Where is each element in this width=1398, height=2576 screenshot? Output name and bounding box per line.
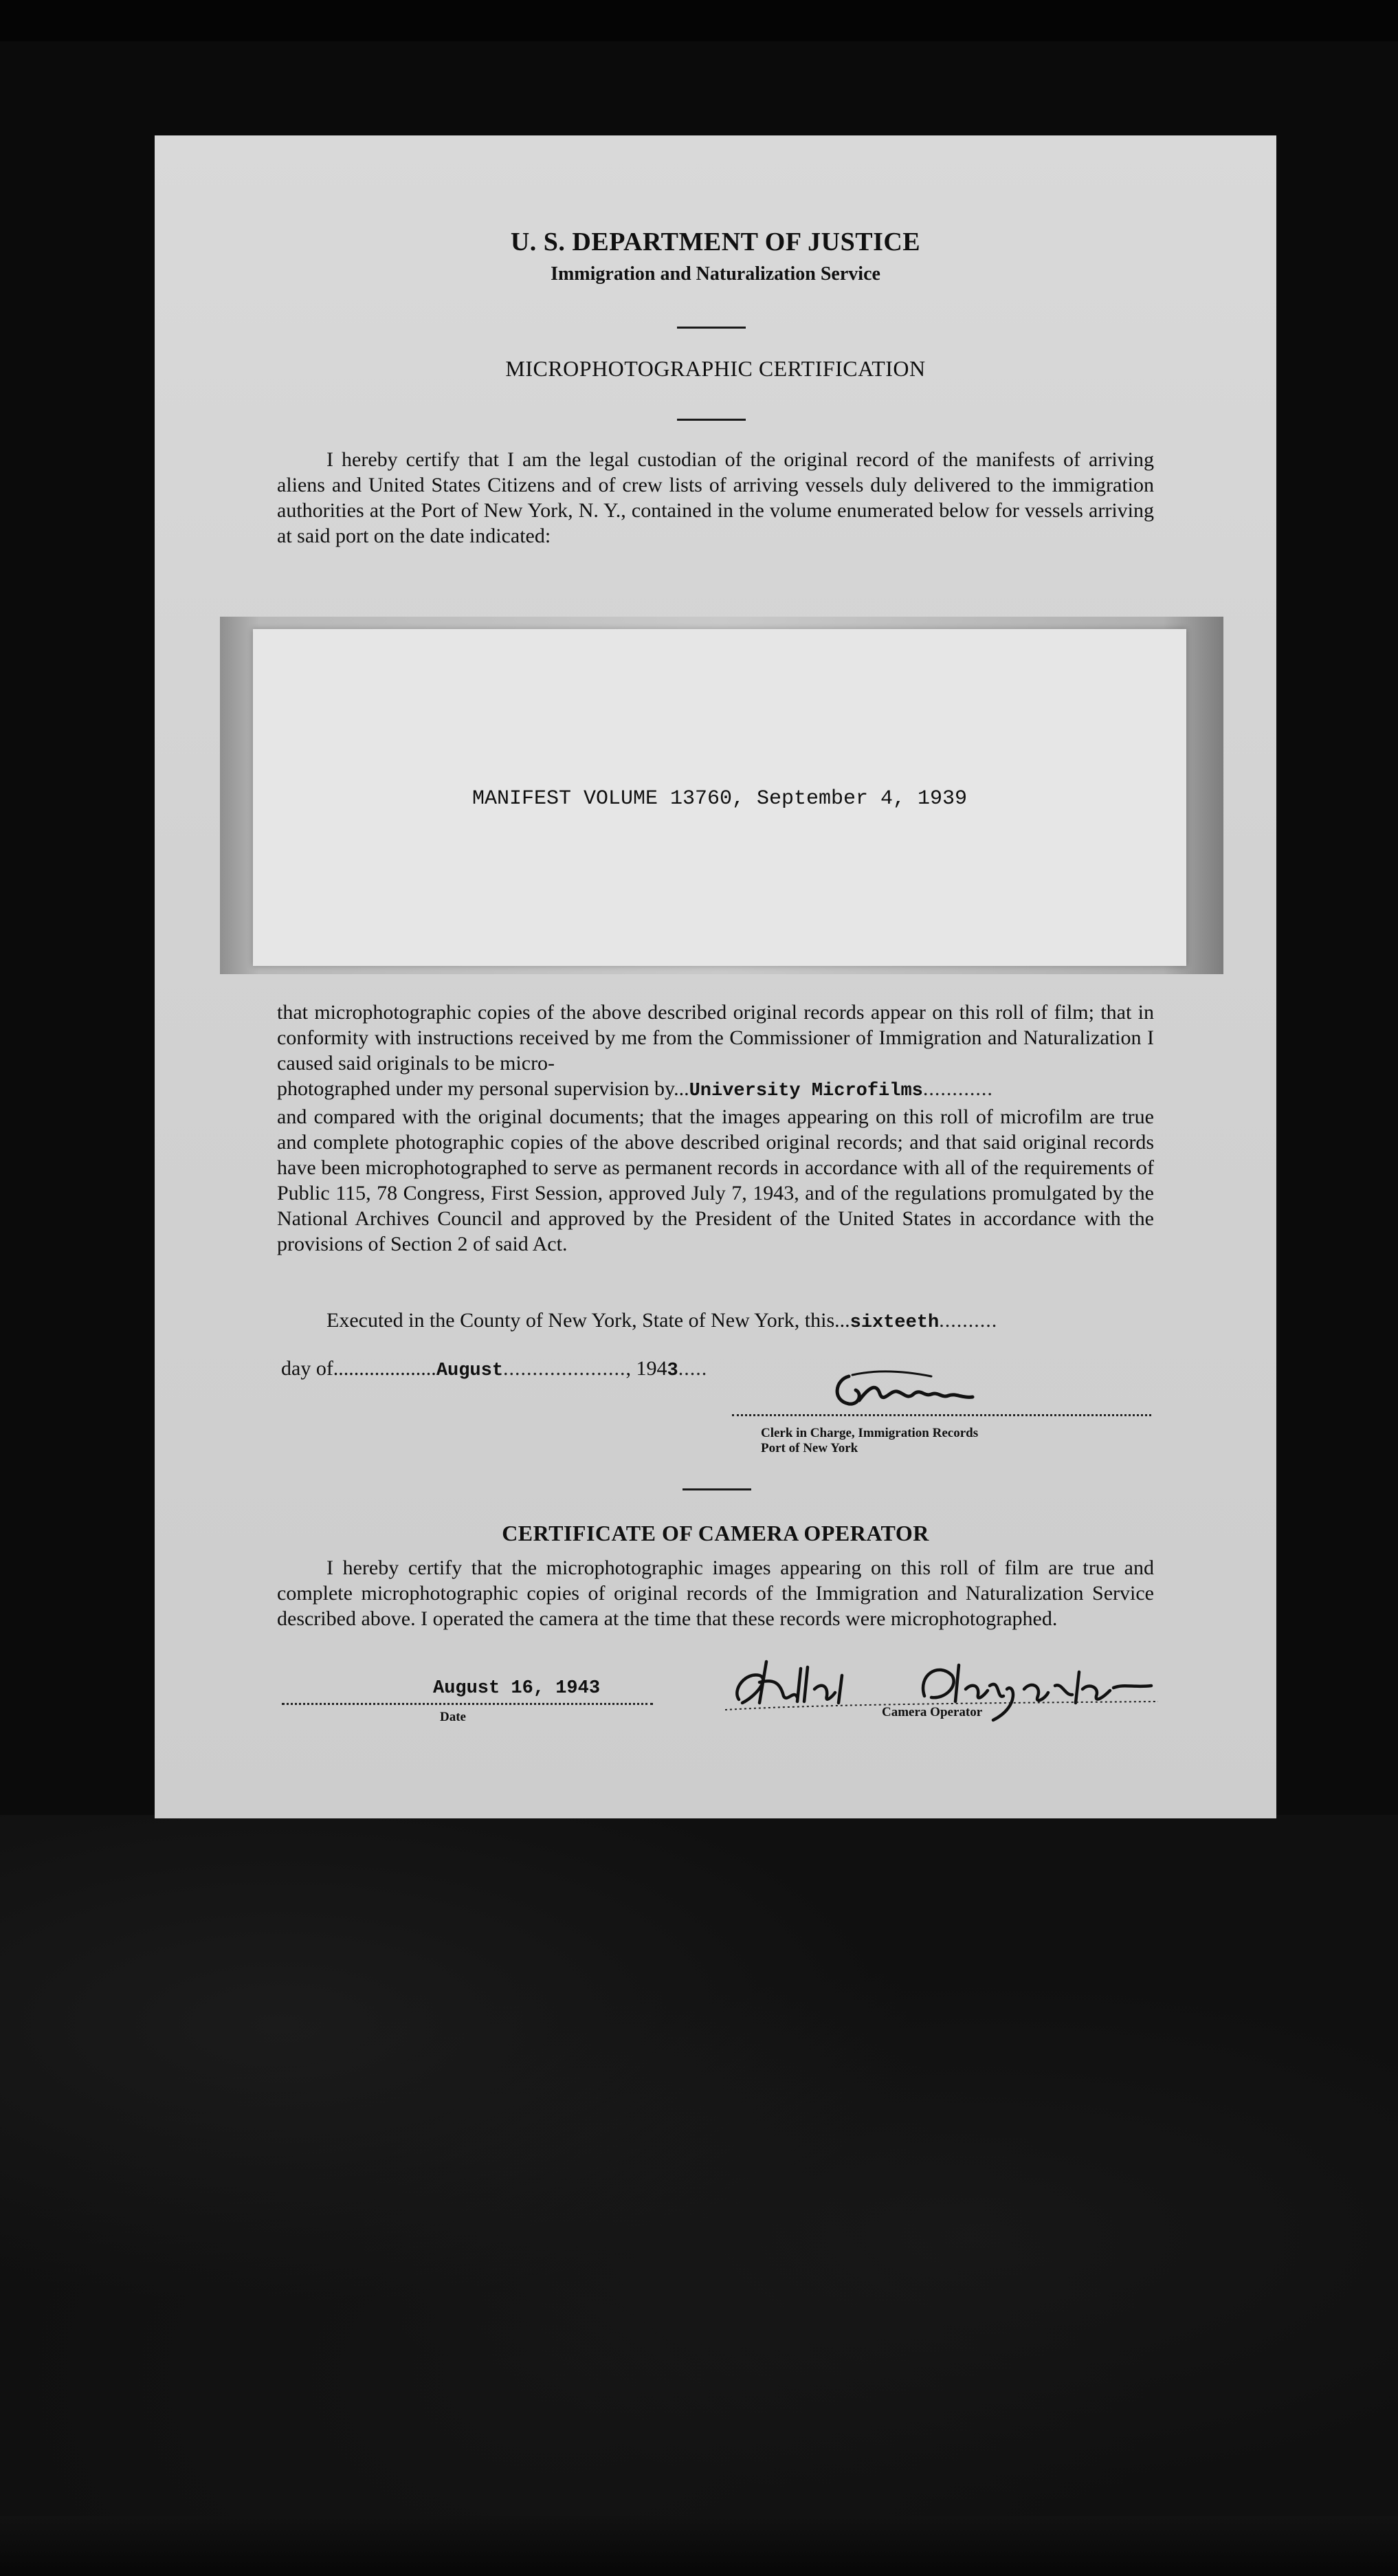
body-text-part1: that microphotographic copies of the above described original records appear on this roll of film; that in conformity with instructions received by me from the Commissioner of Immigration and Naturalization I caused said originals to be micro- [277,1001,1154,1075]
film-border-bottom [0,2516,1398,2576]
certificate-sheet [155,135,1276,1818]
date-caption: Date [440,1710,466,1724]
manifest-slip [253,629,1186,966]
divider-title [677,419,746,421]
supervision-dots: ............ [922,1077,993,1100]
executed-day-value: sixteeth [850,1312,940,1333]
supervision-company: University Microfilms [689,1081,923,1101]
divider-top [677,327,746,329]
supervision-prefix: photographed under my personal supervision by... [277,1077,689,1100]
manifest-volume-text: MANIFEST VOLUME 13760, September 4, 1939 [471,787,968,811]
executed-prefix: Executed in the County of New York, State of New York, this... [326,1309,850,1332]
intro-text: I hereby certify that I am the legal custodian of the original record of the manifests of arriving aliens and United States Citizens and of crew lists of arriving vessels duly delivered to the immigration authorities at the Port of New York, N. Y., contained in the volume enumerated below for vessels arriving at said port on the date indicated: [277,448,1154,547]
executed-line [326,1308,997,1336]
intro-paragraph [277,447,1154,549]
body-text-part2: and compared with the original documents; that the images appearing on this roll of microfilm are true and complete photographic copies of the above described original records; and that said original records have been microphotographed to serve as permanent records in accordance with all of the requirements of Public 115, 78 Congress, First Session, approved July 7, 1943, and of the regulations promulgated by the National Archives Council and approved by the President of the United States in accordance with the provisions of Section 2 of said Act. [277,1105,1154,1255]
certification-title: MICROPHOTOGRAPHIC CERTIFICATION [505,356,926,381]
operator-date-value: August 16, 1943 [433,1678,601,1699]
film-border-top [0,0,1398,41]
clerk-caption-line2: Port of New York [761,1441,858,1455]
service-subheading: Immigration and Naturalization Service [551,263,880,285]
year-value: 3 [667,1361,678,1381]
film-background [0,1815,1398,2516]
department-heading: U. S. DEPARTMENT OF JUSTICE [510,228,921,256]
supervision-line [277,1076,1154,1104]
year-dots: ..... [678,1357,708,1380]
operator-paragraph [277,1555,1154,1631]
month-dots: ..................... [503,1357,626,1380]
operator-certificate-title: CERTIFICATE OF CAMERA OPERATOR [502,1521,929,1545]
clerk-signature-line [732,1414,1151,1416]
date-line [282,1703,653,1705]
year-prefix: , 194 [625,1357,667,1380]
executed-day-dots: .......... [939,1309,998,1332]
body-paragraph [277,1000,1154,1257]
month-value: August [436,1361,504,1381]
operator-text: I hereby certify that the microphotographic images appearing on this roll of film are true and complete microphotographic copies of original records of the Immigration and Naturalization Service described above. I operated the camera at the time that these records were microphotographed. [277,1556,1154,1630]
clerk-caption [761,1426,978,1456]
clerk-signature [821,1363,979,1418]
day-of-line [281,1356,707,1384]
operator-caption: Camera Operator [882,1705,983,1719]
divider-operator [683,1488,751,1490]
day-of-prefix: day of.................... [281,1357,436,1380]
clerk-caption-line1: Clerk in Charge, Immigration Records [761,1426,979,1440]
